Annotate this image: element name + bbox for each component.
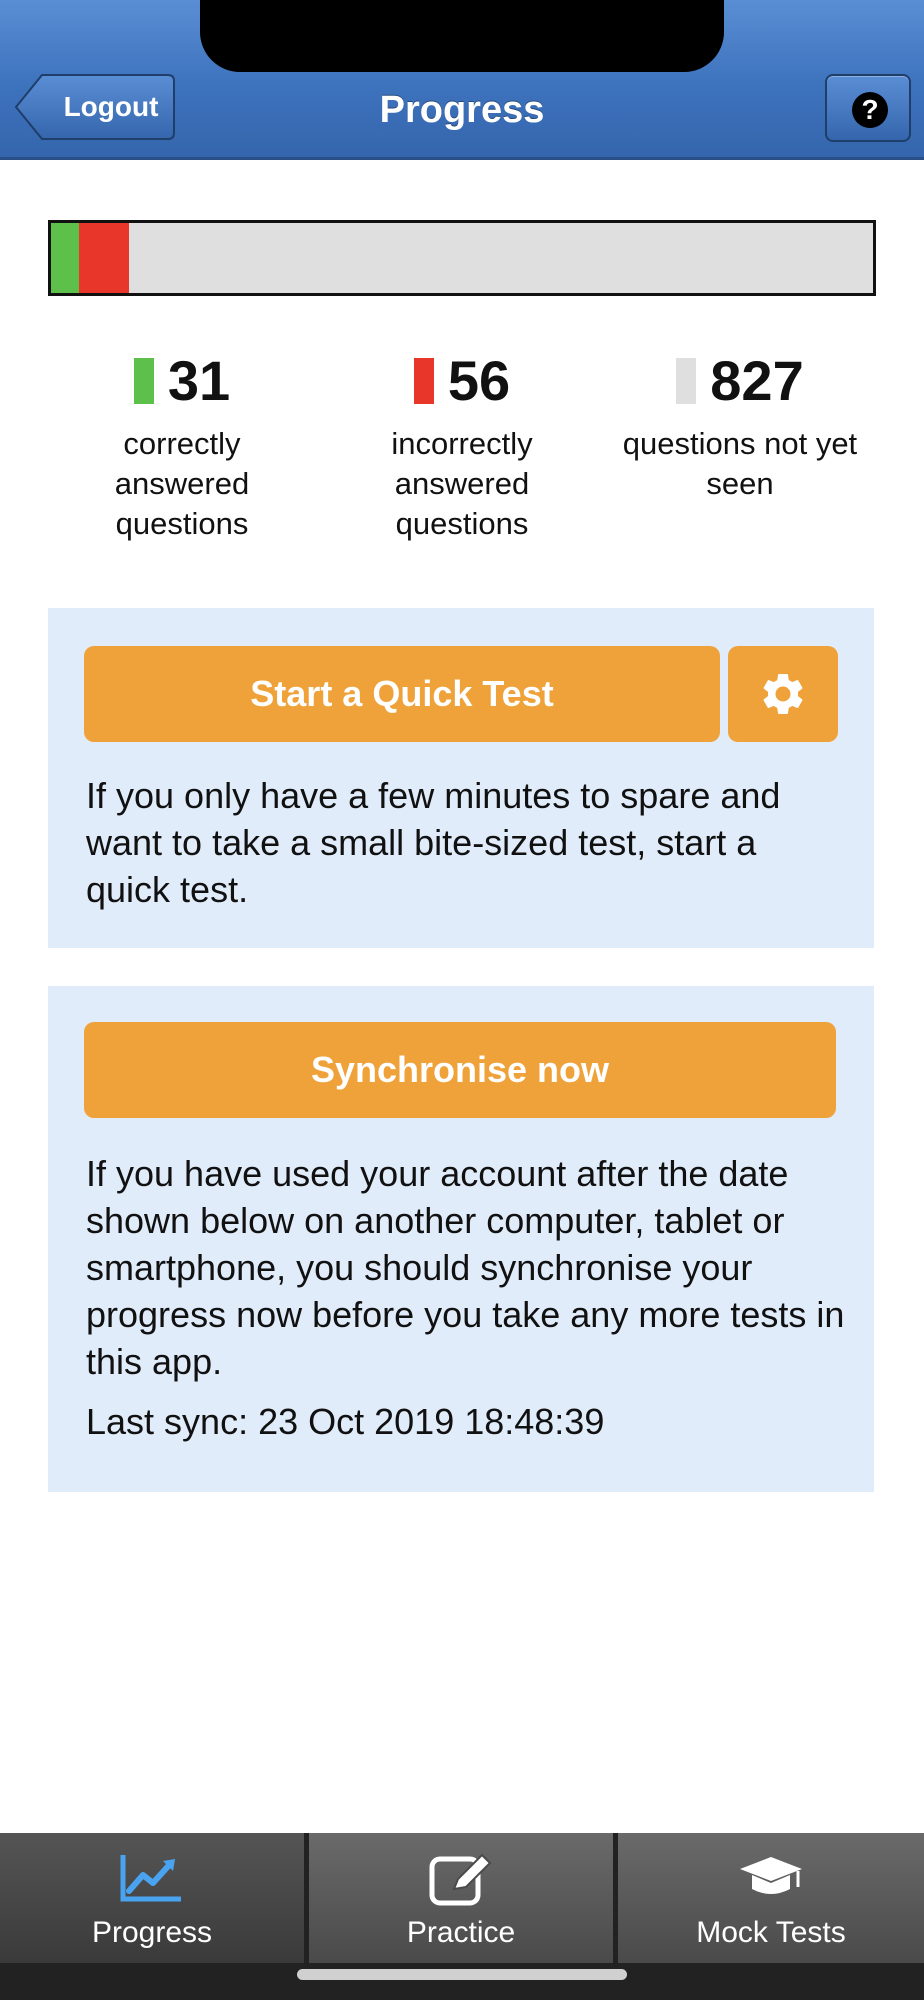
graduation-cap-icon [736,1851,806,1901]
stat-unseen-label: questions not yet seen [622,426,858,501]
last-sync-text: Last sync: 23 Oct 2019 18:48:39 [86,1401,605,1442]
tab-progress[interactable] [0,1833,306,1963]
stat-correct-value: 31 [167,349,231,412]
progress-segment-incorrect [79,223,129,293]
gear-icon [758,669,808,719]
page-title: Progress [379,89,545,131]
stat-incorrect-value: 56 [447,349,511,412]
stat-incorrect-label: incorrectly answered questions [391,426,533,541]
tab-progress-label: Progress [91,1916,213,1949]
tab-mock-tests[interactable] [618,1833,924,1963]
quick-test-card [48,608,874,948]
help-icon: ? [852,92,888,128]
quick-test-settings-button[interactable] [728,646,838,742]
progress-segment-correct [51,223,79,293]
quick-test-description: If you only have a few minutes to spare and want to take a small bite-sized test, start a quick test. [86,775,781,910]
button-divider [722,646,726,742]
help-button[interactable] [825,74,911,142]
nav-bar [0,0,924,160]
sync-description: If you have used your account after the date shown below on another computer, tablet or smartphone, you should synchronise your progress now before you take any more tests in this app. [86,1153,845,1382]
tab-practice[interactable] [309,1833,615,1963]
stat-unseen-value: 827 [710,349,804,412]
home-indicator [297,1969,627,1980]
unseen-swatch [676,358,696,404]
progress-bar [48,220,876,296]
chart-line-icon [119,1851,185,1905]
edit-pencil-icon [428,1851,494,1907]
device-notch [200,0,724,72]
tab-mock-tests-label: Mock Tests [696,1916,846,1949]
synchronise-now-button[interactable]: Synchronise now [84,1022,836,1118]
stat-incorrect [322,350,602,544]
sync-card [48,986,874,1492]
stat-unseen [600,350,880,504]
start-quick-test-button[interactable]: Start a Quick Test [84,646,720,742]
stat-correct [42,350,322,544]
stat-correct-label: correctly answered questions [114,426,250,541]
logout-label: Logout [63,91,159,122]
correct-swatch [134,358,154,404]
tab-practice-label: Practice [406,1916,516,1949]
logout-button[interactable] [14,73,176,141]
incorrect-swatch [414,358,434,404]
